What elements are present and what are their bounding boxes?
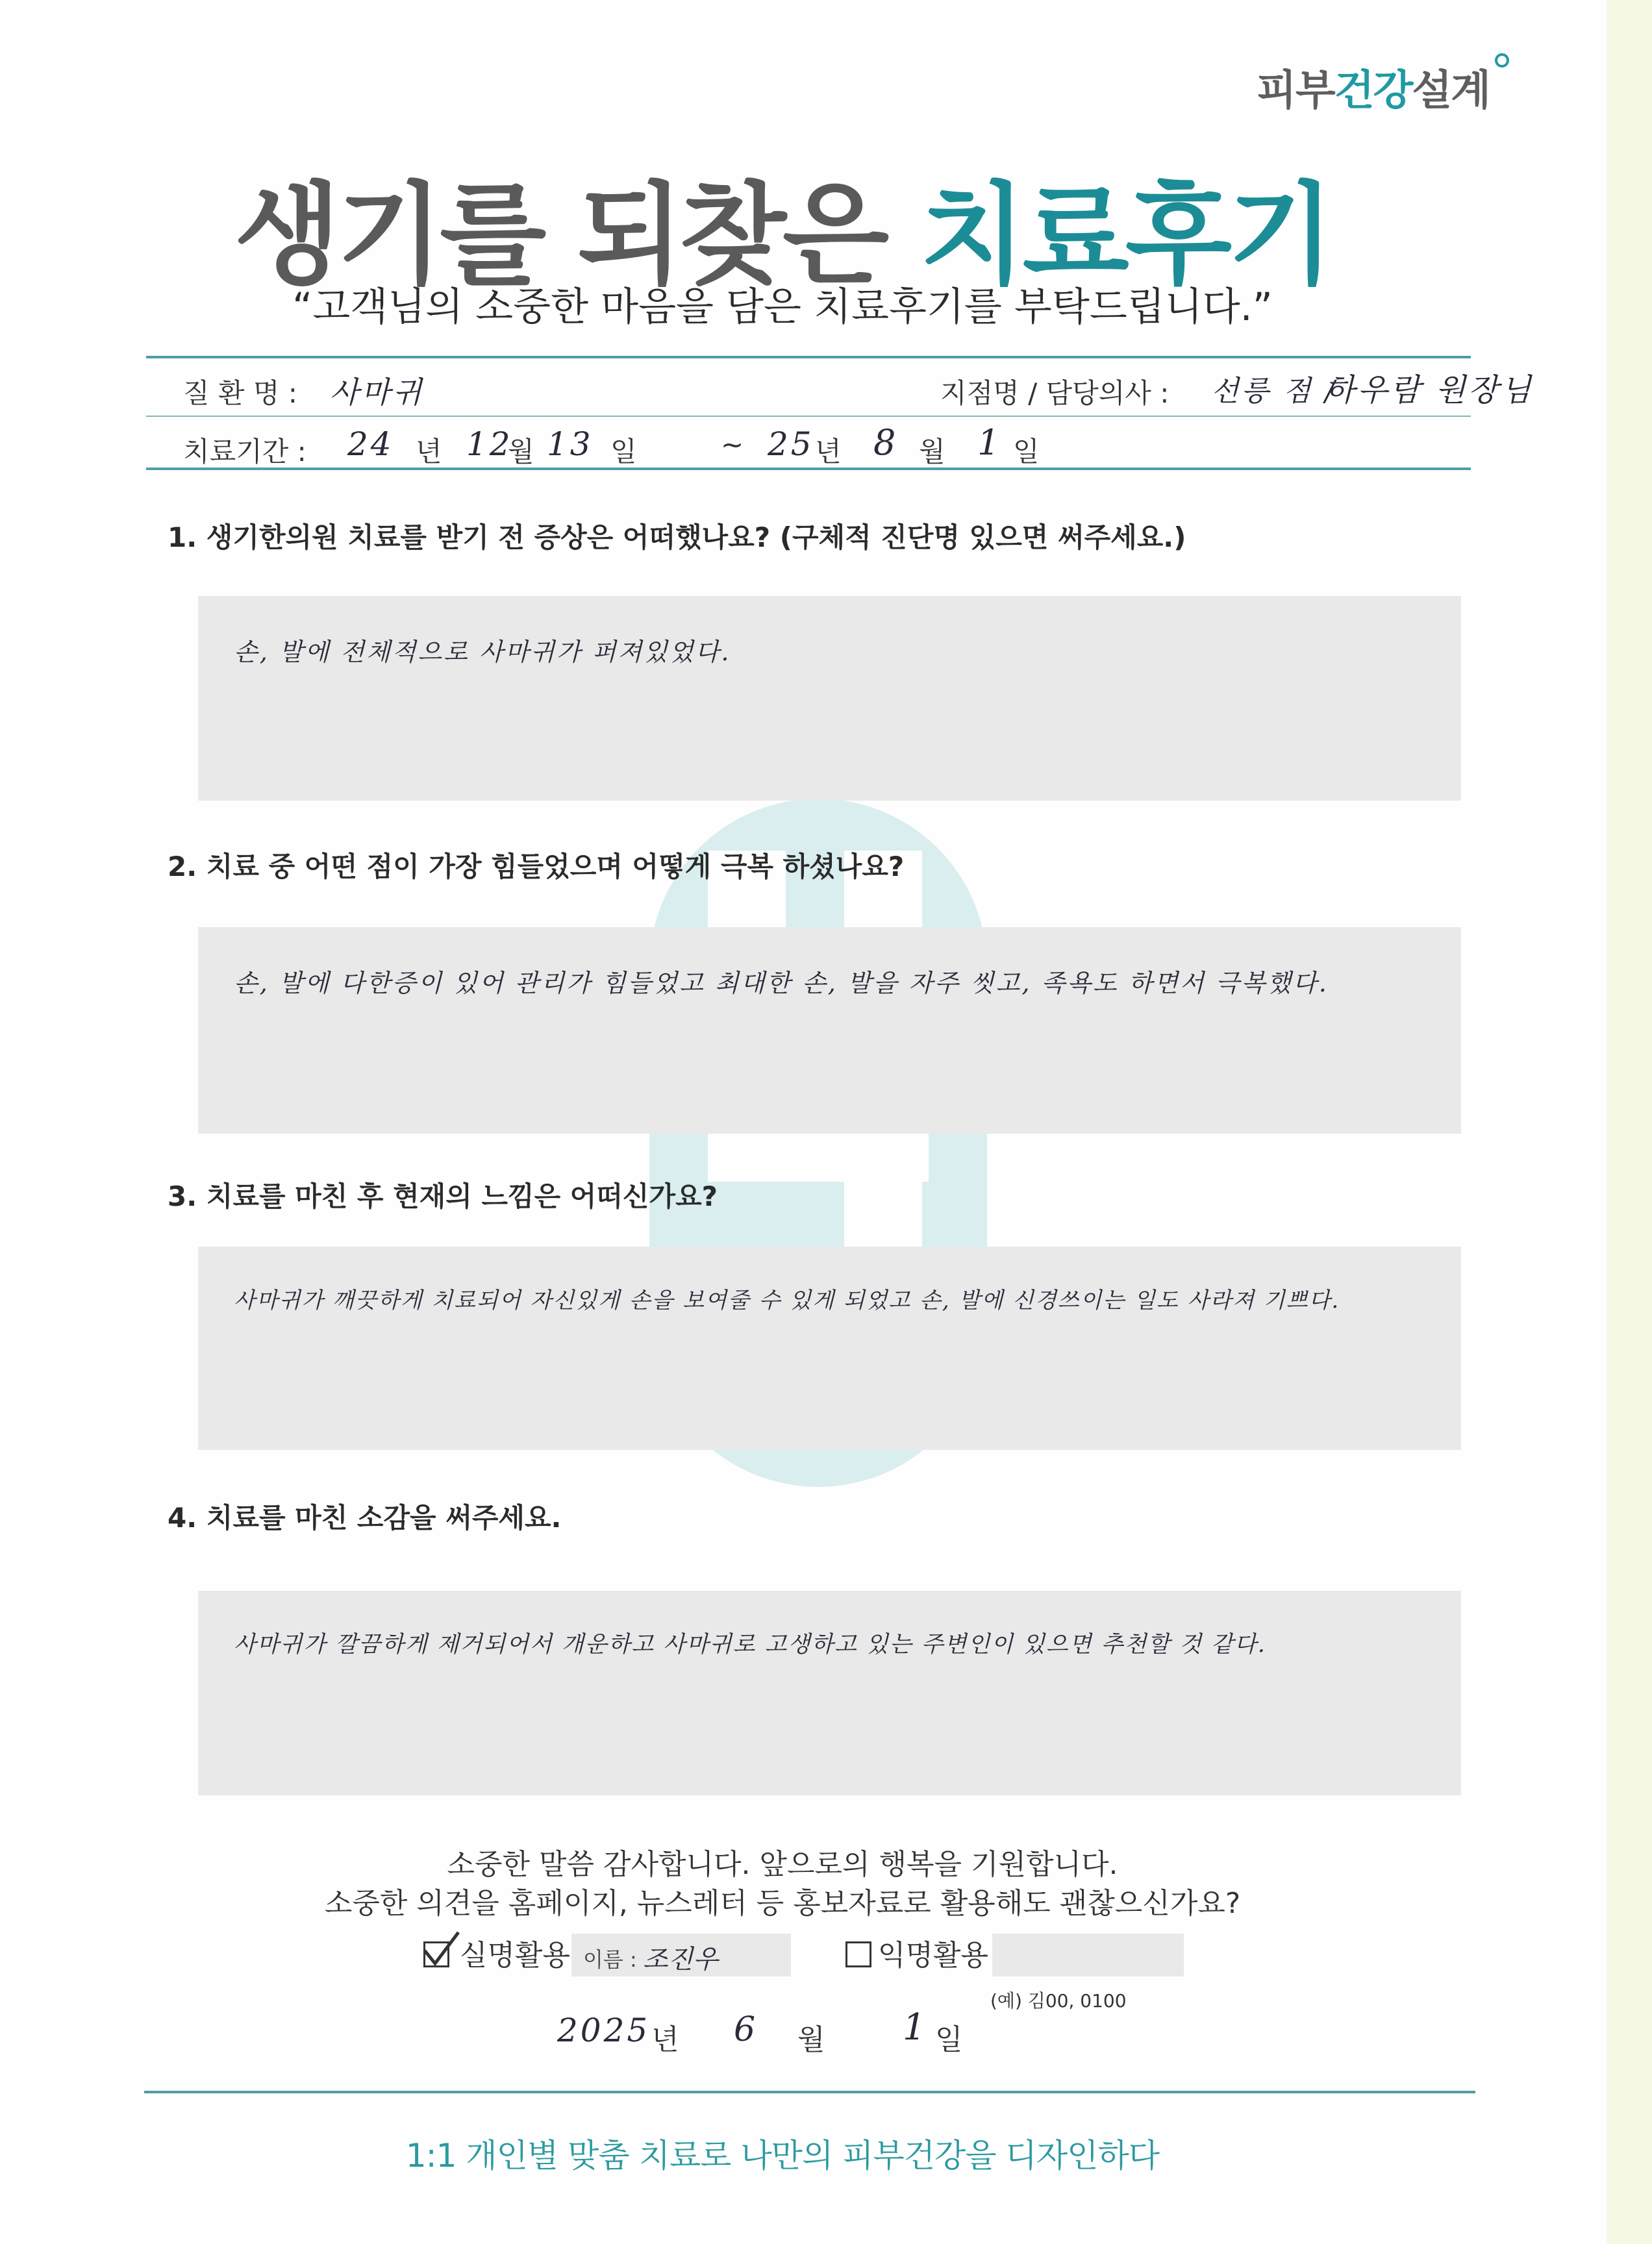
name-input[interactable] [571, 1934, 791, 1976]
end-month-unit: 월 [919, 436, 945, 468]
title-main: 생기를 되찾은 [234, 171, 920, 300]
info-bottom-rule [146, 468, 1471, 470]
start-year: 24 [347, 425, 394, 463]
start-month: 12 [466, 425, 513, 463]
brand-logo [1257, 57, 1490, 117]
footer-rule [144, 2091, 1475, 2093]
answer-box-1 [198, 596, 1461, 801]
start-month-unit: 월 [508, 436, 534, 468]
anonymous-label: 익명활용 [878, 1939, 989, 1972]
anonymous-name-input[interactable] [992, 1934, 1184, 1976]
start-day-unit: 일 [610, 436, 637, 468]
name-example: (예) 김00, 0100 [990, 1990, 1127, 2012]
start-day: 13 [547, 425, 594, 463]
branch-value: 선릉 점 / [1211, 375, 1338, 408]
brand-suffix: 설계 [1412, 67, 1490, 115]
brand-dot-icon [1495, 53, 1509, 68]
date-month: 6 [734, 2010, 758, 2049]
answer-4: 사마귀가 깔끔하게 제거되어서 개운하고 사마귀로 고생하고 있는 주변인이 있으면 추천할 것 같다. [234, 1632, 1266, 1658]
answer-1: 손, 발에 전체적으로 사마귀가 퍼져있었다. [234, 638, 731, 666]
realname-label: 실명활용 [460, 1939, 571, 1972]
end-year: 25 [768, 425, 814, 463]
date-day-unit: 일 [935, 2023, 963, 2056]
brand-highlight: 건강 [1334, 67, 1412, 115]
info-mid-rule [146, 416, 1471, 417]
doctor-value: 하우람 원장님 [1325, 372, 1534, 408]
period-label: 치료기간 : [183, 436, 307, 468]
disease-value: 사마귀 [330, 375, 425, 410]
period-tilde: ~ [721, 429, 744, 460]
question-1: 1. 생기한의원 치료를 받기 전 증상은 어떠했나요? (구체적 진단명 있으면 써주세요.) [168, 521, 1186, 553]
anonymous-checkbox[interactable] [845, 1941, 871, 1967]
end-month: 8 [873, 422, 899, 463]
slogan: 1:1 개인별 맞춤 치료로 나만의 피부건강을 디자인하다 [405, 2137, 1160, 2175]
info-top-rule [146, 356, 1471, 358]
page-edge [1607, 0, 1652, 2244]
question-3: 3. 치료를 마친 후 현재의 느낌은 어떠신가요? [168, 1180, 718, 1212]
name-value: 조진우 [643, 1945, 718, 1975]
checkmark-icon [421, 1930, 461, 1969]
consent-question: 소중한 의견을 홈페이지, 뉴스레터 등 홍보자료로 활용해도 괜찮으신가요? [324, 1887, 1241, 1920]
branch-label: 지점명 / 담당의사 : [940, 377, 1170, 409]
question-4: 4. 치료를 마친 소감을 써주세요. [168, 1502, 562, 1534]
brand-prefix: 피부 [1257, 67, 1334, 115]
date-month-unit: 월 [797, 2023, 825, 2056]
date-year: 2025 [557, 2012, 651, 2049]
end-day: 1 [977, 422, 1003, 463]
end-year-unit: 년 [815, 436, 842, 468]
thanks-message: 소중한 말씀 감사합니다. 앞으로의 행복을 기원합니다. [447, 1848, 1118, 1881]
end-day-unit: 일 [1013, 436, 1040, 468]
answer-box-2 [198, 927, 1461, 1134]
page-subtitle: “고객님의 소중한 마음을 담은 치료후기를 부탁드립니다.” [292, 284, 1273, 330]
answer-box-4 [198, 1591, 1461, 1795]
title-highlight: 치료후기 [920, 171, 1331, 300]
date-year-unit: 년 [651, 2023, 679, 2056]
answer-3: 사마귀가 깨끗하게 치료되어 자신있게 손을 보여줄 수 있게 되었고 손, 발에 신경쓰이는 일도 사라져 기쁘다. [234, 1288, 1340, 1314]
question-2: 2. 치료 중 어떤 점이 가장 힘들었으며 어떻게 극복 하셨나요? [168, 851, 905, 882]
disease-label: 질 환 명 : [183, 377, 297, 409]
name-label: 이름 : [583, 1947, 637, 1972]
answer-2: 손, 발에 다한증이 있어 관리가 힘들었고 최대한 손, 발을 자주 씻고, 족욕도 하면서 극복했다. [234, 969, 1329, 997]
date-day: 1 [903, 2006, 929, 2049]
answer-box-3 [198, 1247, 1461, 1450]
start-year-unit: 년 [416, 436, 442, 468]
